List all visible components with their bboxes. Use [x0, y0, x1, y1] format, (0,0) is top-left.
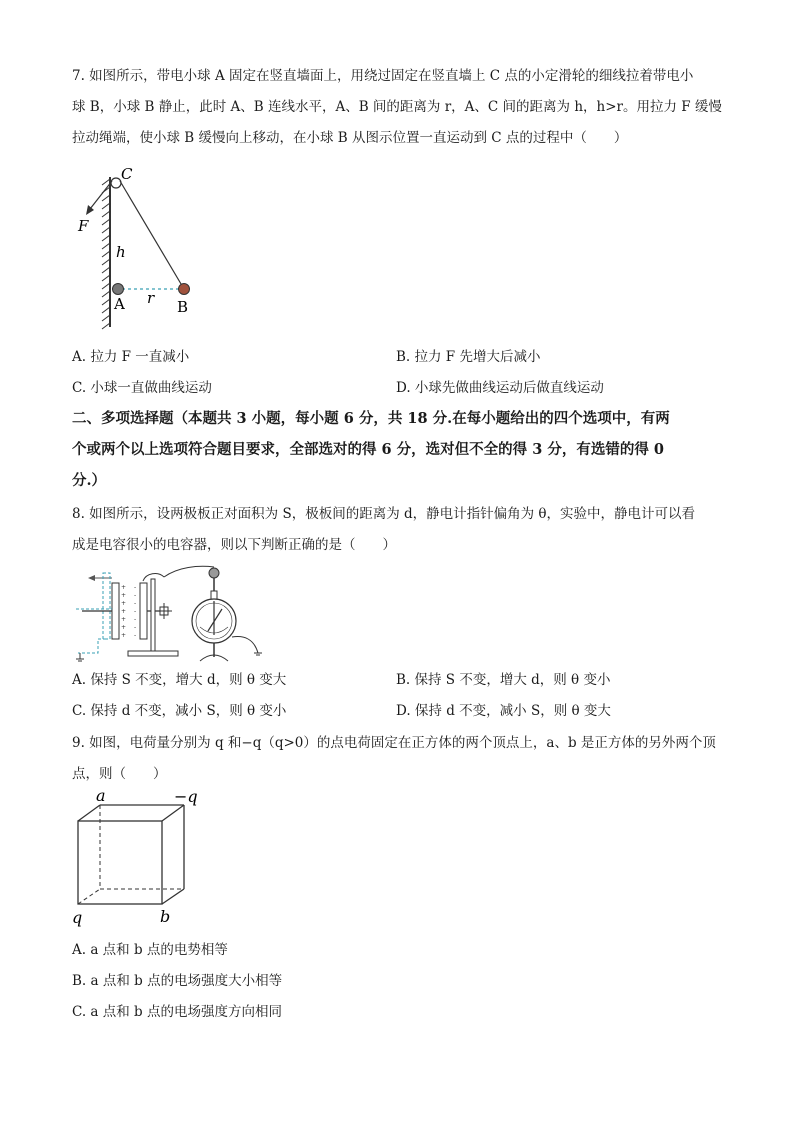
svg-text:+: + — [121, 584, 127, 591]
svg-text:+: + — [121, 624, 127, 631]
svg-text:+: + — [121, 592, 127, 599]
stand-pole — [151, 579, 155, 651]
q7-option-a[interactable]: A. 拉力 F 一直减小 — [72, 349, 190, 365]
ball-a — [113, 284, 124, 295]
q9-stem-line-1: 9. 如图，电荷量分别为 q 和−q（q>0）的点电荷固定在正方体的两个顶点上，a、b 是正方体的另外两个顶 — [72, 735, 716, 751]
q7-figure — [70, 165, 210, 335]
svg-text:-: - — [134, 600, 137, 607]
q8-option-d[interactable]: D. 保持 d 不变，减小 S，则 θ 变大 — [396, 703, 611, 719]
svg-text:+: + — [121, 608, 127, 615]
q7-stem-line-2: 球 B，小球 B 静止，此时 A、B 连线水平，A、B 间的距离为 r，A、C 间的距离为 h，h>r。用拉力 F 缓慢 — [72, 99, 722, 115]
stand-base — [128, 651, 178, 656]
charges — [121, 584, 136, 639]
label-b: b — [160, 907, 171, 926]
ball-b — [179, 284, 190, 295]
cube-front-face — [78, 821, 162, 904]
q9-stem-line-2: 点，则（ ） — [72, 766, 167, 782]
move-arrow-head — [88, 575, 95, 581]
arrow-f — [86, 205, 94, 215]
q7-option-d[interactable]: D. 小球先做曲线运动后做直线运动 — [396, 380, 604, 396]
svg-text:+: + — [121, 616, 127, 623]
q8-stem-line-2: 成是电容很小的电容器，则以下判断正确的是（ ） — [72, 537, 396, 553]
svg-text:+: + — [121, 632, 127, 639]
right-plate — [140, 583, 147, 639]
svg-text:-: - — [134, 584, 137, 591]
q7-stem-line-1: 7. 如图所示，带电小球 A 固定在竖直墙面上，用绕过固定在竖直墙上 C 点的小定滑轮的细线拉着带电小 — [72, 68, 694, 84]
label-a: A — [114, 295, 125, 313]
wall-hatching — [102, 177, 110, 329]
ground-wire-left — [78, 639, 106, 653]
q8-stem-line-1: 8. 如图所示，设两极板正对面积为 S，极板间的距离为 d，静电计指针偏角为 θ，实验中，静电计可以看 — [72, 506, 696, 522]
q9-option-c[interactable]: C. a 点和 b 点的电场强度方向相同 — [72, 1004, 282, 1020]
label-r: r — [147, 289, 155, 307]
q8-option-c[interactable]: C. 保持 d 不变，减小 S，则 θ 变小 — [72, 703, 287, 719]
label-h: h — [116, 243, 126, 261]
label-b: B — [177, 298, 189, 316]
label-f: F — [78, 217, 89, 235]
q9-option-b[interactable]: B. a 点和 b 点的电场强度大小相等 — [72, 973, 283, 989]
q7-option-b[interactable]: B. 拉力 F 先增大后减小 — [396, 349, 541, 365]
svg-text:+: + — [121, 600, 127, 607]
wire-top — [164, 566, 214, 577]
ground-wire-right — [232, 637, 258, 653]
svg-text:-: - — [134, 624, 137, 631]
label-a: a — [96, 786, 106, 805]
section2-heading-line-3: 分.） — [72, 472, 107, 489]
string-f — [90, 181, 112, 209]
svg-text:-: - — [134, 608, 137, 615]
svg-text:-: - — [134, 632, 137, 639]
q9-option-a[interactable]: A. a 点和 b 点的电势相等 — [72, 942, 228, 958]
section2-heading-line-2: 个或两个以上选项符合题目要求，全部选对的得 6 分，选对但不全的得 3 分，有选错的得 0 — [72, 441, 665, 458]
left-plate — [112, 583, 119, 639]
svg-text:-: - — [134, 616, 137, 623]
string-cb — [120, 181, 184, 289]
electroscope-ball — [209, 568, 219, 578]
q7-option-c[interactable]: C. 小球一直做曲线运动 — [72, 380, 212, 396]
label-neg-q: −q — [174, 787, 198, 806]
q8-option-a[interactable]: A. 保持 S 不变，增大 d，则 θ 变大 — [72, 672, 287, 688]
label-c: C — [121, 165, 133, 183]
q8-figure — [68, 565, 268, 665]
svg-text:-: - — [134, 592, 137, 599]
q9-cube-figure — [70, 785, 200, 930]
label-q: q — [72, 908, 83, 927]
pulley — [111, 178, 121, 188]
plate-dashed — [103, 573, 110, 639]
q8-option-b[interactable]: B. 保持 S 不变，增大 d，则 θ 变小 — [396, 672, 611, 688]
q7-stem-line-3: 拉动绳端，使小球 B 缓慢向上移动，在小球 B 从图示位置一直运动到 C 点的过程中（ ） — [72, 130, 628, 146]
section2-heading-line-1: 二、多项选择题（本题共 3 小题，每小题 6 分，共 18 分.在每小题给出的四个选项中，有两 — [72, 410, 670, 427]
